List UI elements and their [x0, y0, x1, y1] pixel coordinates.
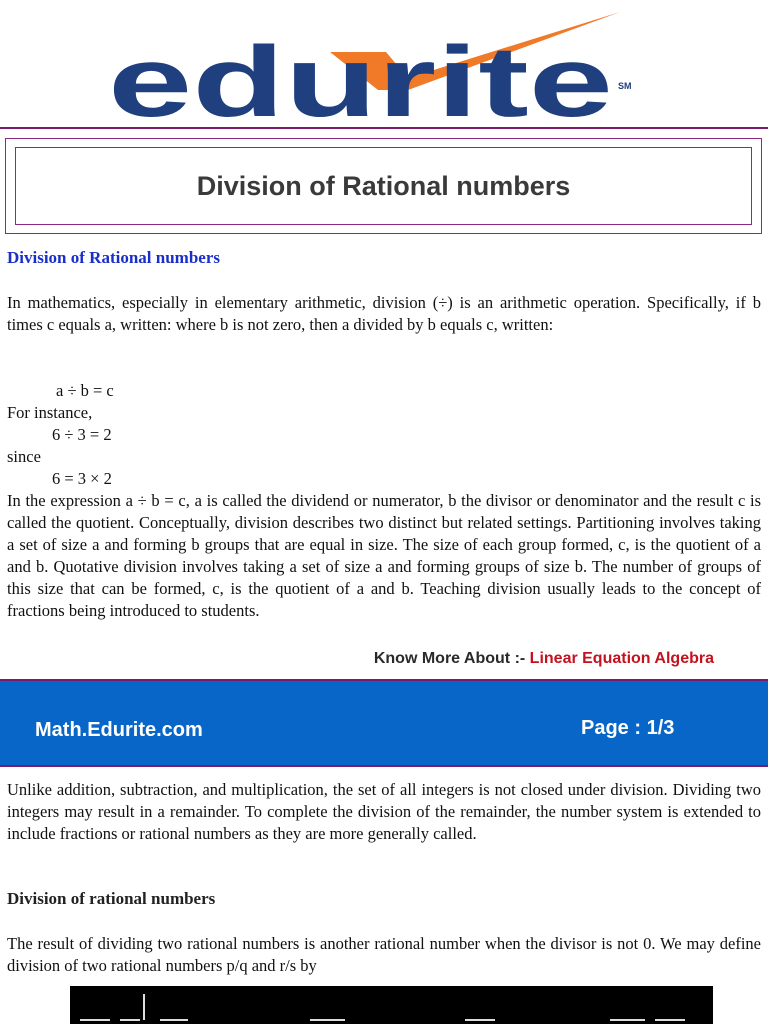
edurite-logo	[108, 6, 648, 124]
equation-check: 6 = 3 × 2	[52, 469, 112, 488]
definition-paragraph: The result of dividing two rational numbers is another rational number when the divisor is not 0. We may define division of two rational numbers p/q and r/s by	[7, 934, 761, 975]
title-box	[5, 138, 762, 234]
section-heading-rational: Division of rational numbers	[7, 889, 216, 908]
know-more-link[interactable]: Linear Equation Algebra	[529, 650, 714, 667]
title-box-inner	[15, 147, 752, 225]
page-banner	[0, 679, 768, 767]
site-name: Math.Edurite.com	[35, 719, 203, 741]
section-heading-division: Division of Rational numbers	[7, 248, 220, 267]
page-indicator: Page : 1/3	[581, 717, 675, 739]
page-title: Division of Rational numbers	[196, 170, 571, 201]
intro-paragraph: In mathematics, especially in elementary arithmetic, division (÷) is an arithmetic operation. Specifically, if b times c equals a, written: where b is not zero, then a divided by b equals c, written:	[7, 293, 761, 334]
for-instance-text: For instance,	[7, 403, 93, 422]
closure-paragraph: Unlike addition, subtraction, and multiplication, the set of all integers is not closed under division. Dividing two integers may result in a remainder. To complete the division of the remainder, the number system is extended to include fractions or rational numbers as they are more generally called.	[7, 780, 761, 843]
equation-example: 6 ÷ 3 = 2	[52, 425, 112, 444]
know-more-line	[0, 650, 714, 668]
since-text: since	[7, 447, 41, 466]
formula-glyphs	[70, 986, 713, 1024]
logo-wordmark: edurite	[108, 26, 613, 124]
equation-general: a ÷ b = c	[56, 381, 114, 400]
header-divider	[0, 127, 768, 129]
know-more-label: Know More About :-	[373, 650, 526, 667]
formula-image	[70, 986, 713, 1024]
logo-sm-mark: SM	[618, 81, 632, 91]
edurite-logo-image	[108, 6, 648, 124]
body-paragraph: In the expression a ÷ b = c, a is called the dividend or numerator, b the divisor or denominator and the result c is called the quotient. Conceptually, division describes two distinct but related settings. Partitioning involves taking a set of size a and forming b groups that are equal in size. The size of each group formed, c, is the quotient of a and b. Quotative division involves taking a set of size a and forming groups of size b. The number of groups of this size that can be formed, c, is the quotient of a and b. Teaching division usually leads to the concept of fractions being introduced to students.	[7, 491, 761, 620]
